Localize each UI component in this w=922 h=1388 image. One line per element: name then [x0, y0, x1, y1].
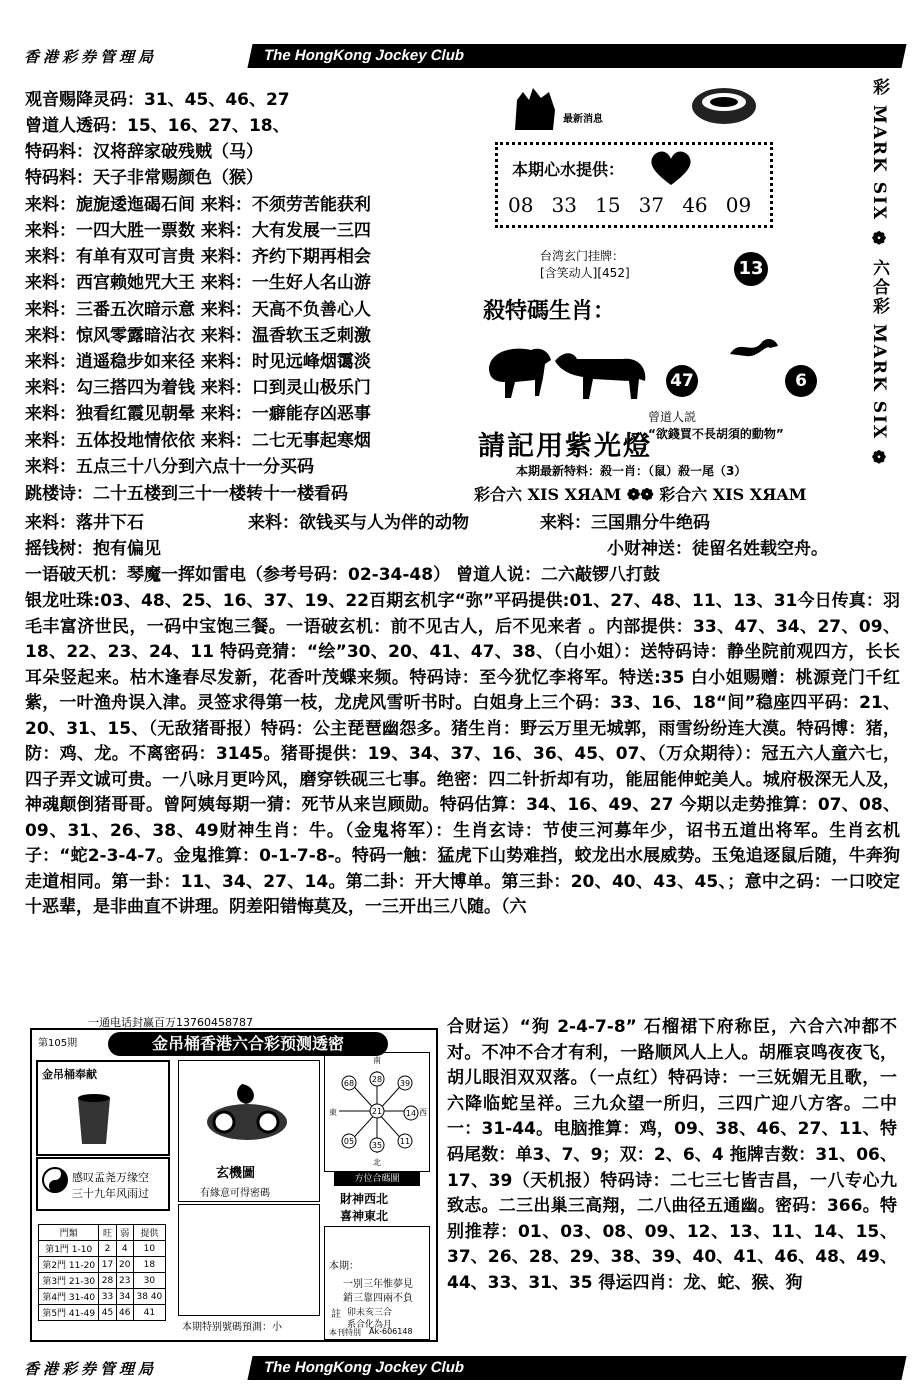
compass-box: [324, 1052, 430, 1172]
door-table: [38, 1224, 166, 1321]
poem-line-1: 感叹孟尧万缘空: [72, 1171, 149, 1184]
door-table-cell: 18: [133, 1257, 165, 1273]
header-bar: [18, 44, 904, 68]
compass-number: 14: [405, 1109, 417, 1118]
compass-number: 05: [343, 1137, 355, 1146]
ad-phone: 一通电话封赢百万13760458787: [88, 1016, 253, 1029]
left-line: 来料：独看红霞见朝晕 来料：一癖能存凶恶事: [25, 404, 371, 424]
door-table-cell: 第1門 1-10: [39, 1241, 99, 1257]
ball-6: 6: [785, 365, 817, 397]
poem-box: [36, 1157, 170, 1211]
ball-47: 47: [666, 365, 698, 397]
special-label: 本刊特別: [329, 1328, 361, 1337]
heart-icon: [648, 149, 694, 187]
row1-c: 来料：三国鼎分牛绝码: [540, 513, 710, 533]
door-table-cell: 30: [133, 1273, 165, 1289]
gift-box: [36, 1060, 170, 1156]
blank-box: [178, 1204, 320, 1316]
compass-number: 39: [399, 1079, 411, 1088]
fangwei-title: 方位合碼圖: [334, 1172, 420, 1186]
logo-emblem: [690, 86, 758, 126]
poem-line-2: 三十九年风雨过: [72, 1187, 149, 1200]
header-en: The HongKong Jockey Club: [247, 44, 906, 68]
left-line: 曾道人透码：15、16、27、18、: [25, 116, 290, 136]
door-table-cell: 20: [116, 1257, 133, 1273]
kill-title: 殺特碼生肖：: [483, 298, 616, 324]
left-line: 来料：旎旎逶迤碣石间 来料：不须劳苦能获利: [25, 195, 371, 215]
door-table-cell: 第2門 11-20: [39, 1257, 99, 1273]
left-line: 来料：逍遥稳步如来径 来料：时见远峰烟霭淡: [25, 352, 371, 372]
compass-number: 21: [371, 1107, 383, 1116]
row2-a: 摇钱树：抱有偏见: [25, 539, 161, 559]
left-line: 来料：有单有双可言贵 来料：齐约下期再相会: [25, 247, 371, 267]
mirror-text: 彩合六 XIS XЯAM ❁❁ 彩合六 XIS XЯAM: [474, 485, 807, 504]
xinshui-box: [495, 142, 773, 228]
xuanji-sub: 有緣意可得密碼: [200, 1188, 270, 1199]
dragon-icon: [728, 334, 780, 360]
footer-en: The HongKong Jockey Club: [247, 1356, 906, 1380]
left-line: 特码料：汉将辞家破残贼（马）: [25, 142, 263, 162]
compass-direction: 北: [373, 1158, 381, 1167]
taiwan-label: 台湾玄门挂牌：: [540, 249, 625, 263]
door-table-cell: 41: [133, 1305, 165, 1321]
xinshui-number: 33: [551, 193, 577, 217]
news-area: [505, 86, 805, 136]
xinshui-number: 37: [638, 193, 665, 217]
ball-13: 13: [734, 252, 768, 286]
left-line: 来料：一四大胜一票数 来料：大有发展一三四: [25, 221, 371, 241]
compass-direction: 西: [419, 1108, 427, 1117]
benqi-note: 註: [331, 1309, 341, 1320]
left-line: 特码料：天子非常赐颜色（猴）: [25, 168, 263, 188]
compass-number: 35: [371, 1141, 383, 1150]
compass-diagram: [325, 1053, 429, 1171]
footer-bar: [18, 1356, 904, 1380]
yinyang-icon: [42, 1167, 68, 1193]
left-line: 来料：五体投地情依依 来料：二七无事起寒烟: [25, 431, 371, 451]
door-table-cell: 45: [99, 1305, 116, 1321]
quote-text: “欲錢買不長胡須的動物”: [648, 427, 784, 441]
left-line: 跳楼诗：二十五楼到三十一楼转十一楼看码: [25, 484, 348, 504]
ox-icon: [485, 338, 555, 400]
compass-number: 68: [343, 1079, 355, 1088]
door-table-cell: 4: [116, 1241, 133, 1257]
door-table-cell: 第5門 41-49: [39, 1305, 99, 1321]
body-text: 银龙吐珠:03、48、25、16、37、19、22百期玄机字“弥”平码提供:01、27、48、11、13、31今日传真：羽毛丰富济世民，一码中宝饱三餐。一语破玄机：前不见古人，后不见来者 。内部提供：33、47、34、27、09、18、22、23、24、11 特码竞猜：“绘”30、20、41、47、38、（白小姐）：送特码诗：静坐院前观四方，长长耳朵竖起来。枯木逢春尽发新，花香叶茂蝶来频。特码诗：至今犹忆李将军。特送:35 白小姐赐赠：桃源竞门千红紫，一叶渔舟误入津。灵签求得第一枝，龙虎风雪听书时。白姐身上三个码：33、16、18“间”稳座四平码：21、20、31、15、（无敌猪哥报）特码：公主琵琶幽怨多。猪生肖：野云万里无城郭，雨雪纷纷连大漠。特码博：猪，防：鸡、龙。不离密码：3145。猪哥提供：19、34、37、16、36、45、07、（万众期待）：冠五六人童六七，四子弄文诚可贵。一八咏月更吟风，磨穿铁砚三七事。绝密：四二针折却有功，能屈能伸蛇美人。城府极深无人及，神魂颠倒猪哥哥。曾阿姨每期一猜：死节从来岂顾勋。特码估算：34、16、49、27 今期以走势推算：07、08、09、31、26、38、49财神生肖：牛。（金鬼将军）：生肖玄诗：节使三河募年少，诏书五道出将军。生肖玄机子：“蛇2-3-4-7。金鬼推算：0-1-7-8-。特码一触：猛虎下山势难挡，蛟龙出水展威势。玉兔追逐鼠后随，牛奔狗走道相同。第一卦：11、34、27、14。第二卦：开大博单。第三卦：20、40、43、45、；意中之码：一口咬定十恶辈，是非曲直不讲理。阴差阳错悔莫及，一三开出三八随。（六: [25, 591, 900, 917]
special-number: Ak-606148: [369, 1327, 413, 1336]
tiger-icon: [553, 345, 653, 401]
door-table-header: 旺: [99, 1225, 116, 1241]
xuanji-title: 玄機圖: [216, 1166, 256, 1181]
door-table-header: 門類: [39, 1225, 99, 1241]
benqi-label: 本期：: [329, 1261, 359, 1272]
caishen-2: 喜神東北: [340, 1209, 389, 1223]
news-label: 最新消息: [563, 114, 603, 125]
row1-a: 来料：落井下石: [25, 513, 144, 533]
door-table-cell: 23: [116, 1273, 133, 1289]
latest-tip: 本期最新特料：殺一肖：（鼠）殺一尾（3）: [516, 464, 747, 478]
row1-b: 来料：欲钱买与人为伴的动物: [248, 513, 469, 533]
right-text: 合财运）“狗 2-4-7-8” 石榴裙下府称臣，六合六冲都不对。不冲不合才有利，一路顺风人上人。胡雁哀鸣夜夜飞，胡儿眼泪双双落。（一点红）特码诗：一三妩媚无且歌，一六降临蛇呈祥。三九众望一所归，三四广迎八方客。二中一：31-44。电脑推算：鸡，09、38、46、27、11、特码尾数：单3、7、9；双：2、6、4 拖牌吉数：31、06、17、39（天机报）特码诗：二七三七皆吉昌，一八专心九致志。二三出巢三高翔，二八曲径五通幽。密码：366。特别推荐：01、03、08、09、12、13、11、14、15、37、26、28、29、38、39、40、41、46、48、49、44、33、31、35 得运四肖：龙、蛇、猴、狗: [447, 1017, 897, 1293]
benqi-line-1: 一別三年惟夢見: [343, 1279, 413, 1290]
row3: 一语破天机：琴魔一挥如雷电（参考号码：02-34-48） 曾道人说：二六敲锣八打鼓: [25, 565, 660, 585]
left-line: 来料：勾三搭四为着钱 来料：口到灵山极乐门: [25, 378, 371, 398]
left-line: 来料：惊风零露暗沾衣 来料：温香软玉乏刺激: [25, 326, 371, 346]
compass-direction: 南: [373, 1056, 381, 1065]
compass-direction: 東: [329, 1108, 337, 1117]
xinshui-number: 08: [508, 193, 534, 217]
taiwan-value: [含笑动人][452]: [540, 266, 630, 280]
row2-b: 小财神送：徒留名姓载空舟。: [607, 539, 828, 559]
header-cn: 香港彩券管理局: [24, 48, 158, 66]
door-table-header: 提供: [133, 1225, 165, 1241]
vertical-mark-six: 彩 MARK SIX ❁ 六合彩 MARK SIX ❁: [869, 78, 889, 471]
benqi-line-3: 卯未亥三合: [347, 1308, 393, 1318]
ad-issue: 第105期: [38, 1038, 78, 1049]
left-line: 来料：三番五次暗示意 来料：天高不负善心人: [25, 300, 371, 320]
compass-number: 11: [399, 1137, 411, 1146]
door-table-cell: 17: [99, 1257, 116, 1273]
left-line: 来料：西宫赖她咒大王 来料：一生好人名山游: [25, 273, 371, 293]
footer-cn: 香港彩券管理局: [24, 1360, 158, 1378]
benqi-line-2: 銷三靠四兩不負: [343, 1293, 413, 1304]
slogan: 請記用紫光燈: [478, 431, 652, 462]
door-table-cell: 第3門 21-30: [39, 1273, 99, 1289]
door-table-cell: 10: [133, 1241, 165, 1257]
hand-icon: [505, 86, 565, 134]
xinshui-number: 46: [682, 193, 708, 217]
door-table-cell: 2: [99, 1241, 116, 1257]
left-line: 来料：五点三十八分到六点十一分买码: [25, 457, 314, 477]
xinshui-number: 09: [725, 193, 752, 217]
xinshui-numbers: [508, 193, 751, 217]
xinshui-label: 本期心水提供：: [512, 160, 625, 179]
door-table-cell: 28: [99, 1273, 116, 1289]
ad-title: 金吊桶香港六合彩预测透密: [108, 1032, 388, 1056]
gift-label: 金吊桶奉献: [42, 1068, 97, 1081]
left-line: 观音赐降灵码：31、45、46、27: [25, 90, 290, 110]
xinshui-number: 15: [595, 193, 621, 217]
quote-label: 曾道人説: [648, 410, 697, 424]
ad-block: [30, 1014, 438, 1342]
door-table-cell: 38 40: [133, 1289, 165, 1305]
bucket-icon: [74, 1092, 114, 1148]
door-table-cell: 第4門 31-40: [39, 1289, 99, 1305]
tip-text: 本期特别號碼預測：小: [182, 1322, 282, 1333]
benqi-line-4: 系合化為月: [347, 1320, 393, 1330]
door-table-cell: 46: [116, 1305, 133, 1321]
benqi-box: [324, 1226, 430, 1340]
door-table-header: 弱: [116, 1225, 133, 1241]
door-table-cell: 34: [116, 1289, 133, 1305]
compass-number: 28: [371, 1075, 383, 1084]
door-table-cell: 33: [99, 1289, 116, 1305]
caishen-1: 財神西北: [340, 1192, 389, 1206]
